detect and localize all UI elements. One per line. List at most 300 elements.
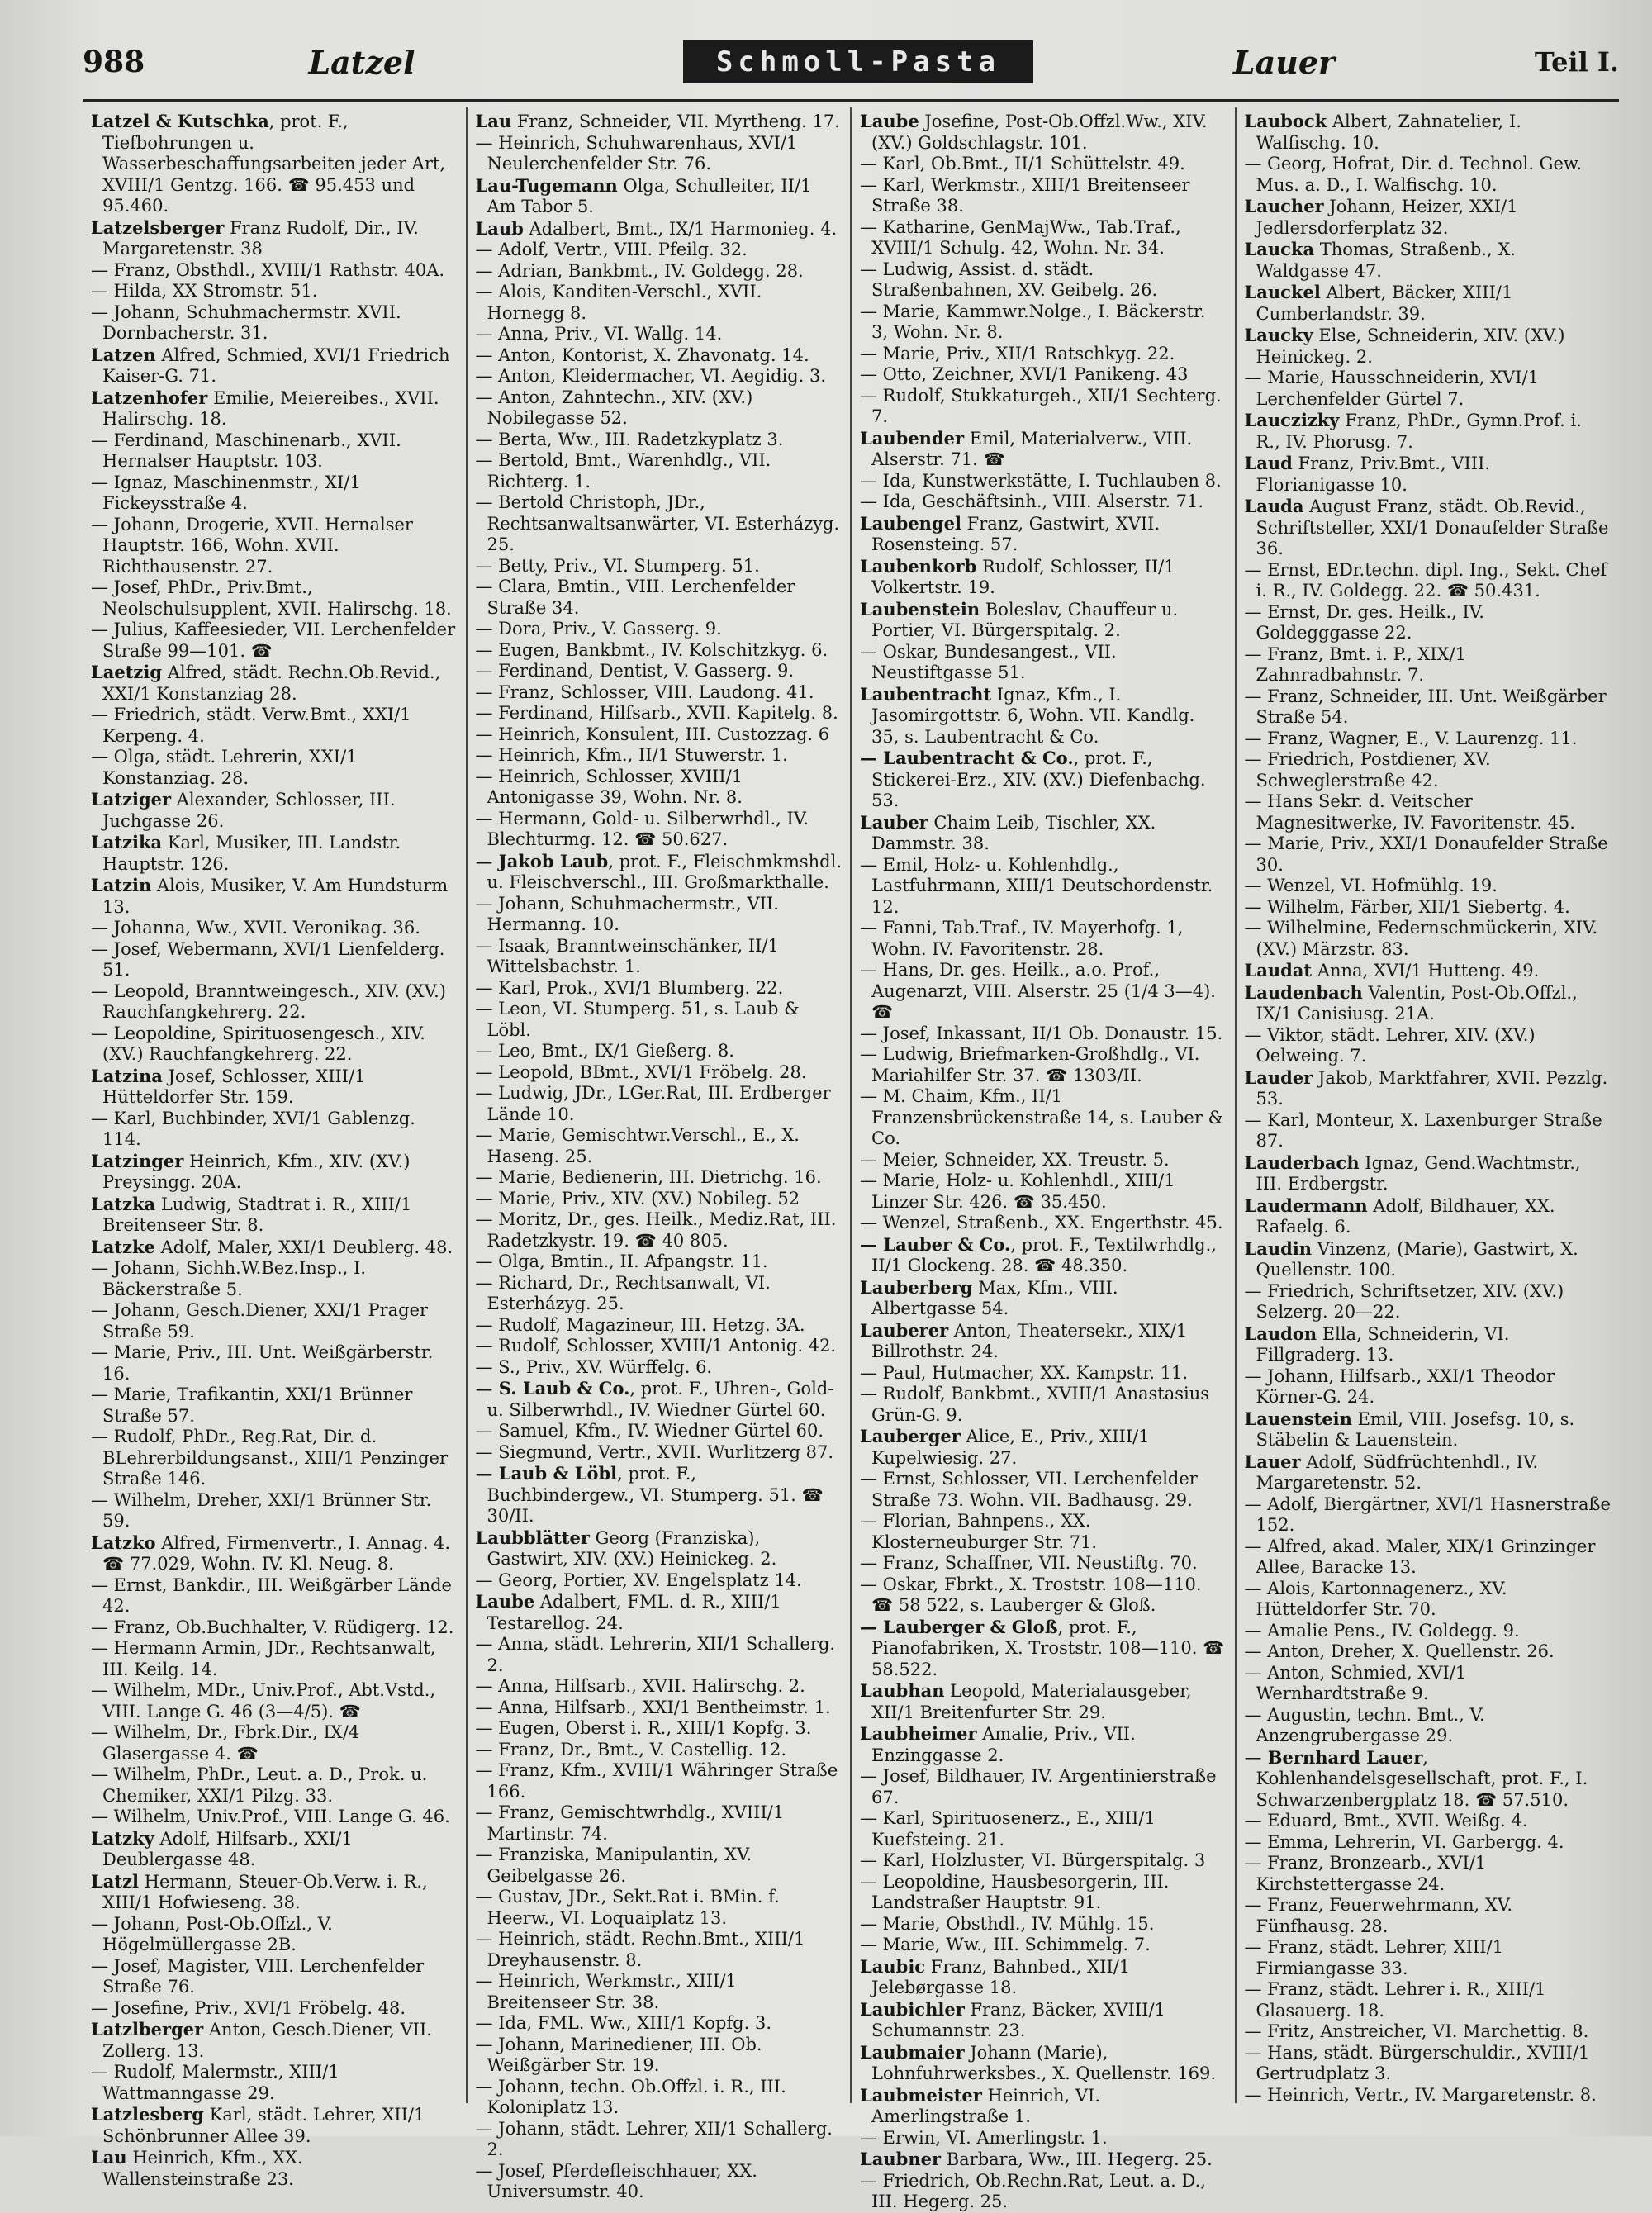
directory-entry [476,1463,843,1527]
directory-entry [1245,1641,1612,1663]
entry-surname: Laube [860,111,919,131]
column-2 [468,107,852,2201]
directory-entry [91,1066,458,1109]
directory-entry [476,324,843,345]
directory-entry [1245,1408,1612,1451]
entry-surname: Latzlberger [91,2019,204,2040]
directory-entry [91,1237,458,1259]
directory-entry [476,1760,843,1802]
entry-details: Franz, Bahnbed., XII/1 Jelebørgasse 18. [871,1956,1131,1997]
directory-entry [91,577,458,620]
entry-details: — Alfred, akad. Maler, XIX/1 Grinzinger Allee, Baracke 13. [1244,1536,1596,1577]
entry-surname: Laudat [1244,960,1313,981]
column-3 [852,107,1237,2211]
entry-surname: Laubentracht [860,683,992,705]
directory-entry [476,851,843,894]
entry-details: — Heinrich, Konsulent, III. Custozzag. 6 [475,724,830,744]
entry-details: — Rudolf, Stukkaturgeh., XII/1 Sechterg. 7. [860,385,1222,426]
directory-entry [1245,1853,1612,1895]
entry-details: Amalie, Priv., VII. Enzinggasse 2. [871,1724,1136,1765]
entry-surname: Latzel & Kutschka [91,111,269,131]
entry-details: — Heinrich, Kfm., II/1 Stuwerstr. 1. [475,745,788,765]
entry-details: Alice, E., Priv., XIII/1 Kupelwiesig. 27. [871,1427,1150,1468]
entry-details: — Marie, Holz- u. Kohlenhdl., XIII/1 Linzer Str. 426. ☎ 35.450. [860,1171,1175,1212]
directory-entry [476,450,843,492]
entry-details: — Ida, Geschäftsinh., VIII. Alserstr. 71. [860,492,1204,511]
directory-entry [476,577,843,619]
entry-details: Hermann, Steuer-Ob.Verw. i. R., XIII/1 Hofwieseng. 38. [102,1871,428,1912]
directory-entry [476,240,843,261]
directory-entry [1245,1366,1612,1408]
entry-surname: Lauderbach [1244,1152,1360,1173]
entry-details: — Siegmund, Vertr., XVII. Wurlitzerg 87. [475,1441,834,1462]
header-right-word: Lauer [1232,43,1336,81]
entry-details: — Alois, Kanditen-Verschl., XVII. Hornegg 8. [475,282,762,323]
entry-details: — Karl, Werkmstr., XIII/1 Breitenseer Straße 38. [860,174,1190,216]
directory-entry [860,1234,1227,1277]
entry-details: — Johann, städt. Lehrer, XII/1 Schallerg. 2. [475,2118,833,2159]
entry-details: — Eugen, Bankbmt., IV. Kolschitzkyg. 6. [475,639,828,660]
directory-entry [1245,410,1612,453]
entry-details: — Johann, Marinediener, III. Ob. Weißgärber Str. 19. [475,2034,762,2075]
directory-entry [91,1638,458,1680]
directory-entry [476,1845,843,1887]
directory-entry [1245,1832,1612,1854]
entry-details: — Wilhelm, PhDr., Leut. a. D., Prok. u. Chemiker, XXI/1 Pilzg. 33. [91,1764,428,1806]
directory-entry [1245,560,1612,602]
entry-details: Alfred, städt. Rechn.Ob.Revid., XXI/1 Konstanziag 28. [102,662,441,704]
entry-details: — Florian, Bahnpens., XX. Klosterneuburger Str. 71. [860,1511,1098,1552]
entry-details: Franz, Bäcker, XVIII/1 Schumannstr. 23. [871,1999,1165,2040]
entry-details: — Anna, Priv., VI. Wallg. 14. [475,324,723,344]
entry-details: Leopold, Materialausgeber, XII/1 Breitenfurter Str. 29. [871,1681,1192,1722]
directory-entry [860,492,1227,513]
entry-surname: Latzl [91,1870,139,1892]
entry-details: — Johann, Schuhmachermstr. XVII. Dornbacherstr. 31. [91,302,401,343]
directory-entry [91,387,458,430]
directory-entry [91,789,458,832]
directory-entry [476,767,843,809]
column-4 [1237,107,1620,2103]
directory-entry [860,386,1227,428]
entry-details: — Franz, städt. Lehrer i. R., XIII/1 Glasauerg. 18. [1244,1979,1546,2021]
entry-details: — Ferdinand, Hilfsarb., XVII. Kapitelg. 8. [475,703,838,723]
entry-details: — Emma, Lehrerin, VI. Garbergg. 4. [1244,1831,1564,1852]
entry-surname: Latzina [91,1065,163,1086]
entry-details: — Anton, Schmied, XVI/1 Wernhardtstraße 9. [1244,1662,1467,1703]
directory-entry [860,1384,1227,1426]
entry-details: — Marie, Kammwr.Nolge., I. Bäckerstr. 3, Wohn. Nr. 8. [860,301,1206,342]
entry-details: — Karl, Spirituosenerz., E., XIII/1 Kuefsteing. 21. [860,1808,1156,1850]
entry-details: — Marie, Priv., III. Unt. Weißgärberstr. 16. [91,1342,434,1384]
entry-details: — Emil, Holz- u. Kohlenhdlg., Lastfuhrmann, XIII/1 Deutschordenstr. 12. [860,854,1213,917]
entry-details: — Adolf, Biergärtner, XVI/1 Hasnerstraße 152. [1244,1494,1611,1535]
entry-details: — Friedrich, städt. Verw.Bmt., XXI/1 Kerpeng. 4. [91,705,411,746]
directory-entry [860,1808,1227,1850]
entry-details: , prot. F., Buchbindergew., VI. Stumperg. 51. ☎ 30/II. [487,1464,824,1526]
entry-details: — Wilhelmine, Federnschmückerin, XIV. (XV.) Märzstr. 83. [1244,918,1598,959]
entry-details: — Franz, Schneider, III. Unt. Weißgärber Straße 54. [1244,686,1607,727]
directory-entry [476,1421,843,1442]
entry-details: — Dora, Priv., V. Gasserg. 9. [475,619,722,639]
directory-entry [91,260,458,282]
directory-entry [476,133,843,175]
directory-entry [860,2128,1227,2149]
entry-details: — Eugen, Oberst i. R., XIII/1 Kopfg. 3. [475,1718,812,1738]
entry-details: — Marie, Trafikantin, XXI/1 Brünner Straße 57. [91,1384,413,1426]
entry-surname: Latzlesberg [91,2104,204,2125]
entry-details: — Leopold, Branntweingesch., XIV. (XV.) Rauchfangkehrerg. 22. [91,981,446,1022]
entry-details: — Ida, FML. Ww., XIII/1 Kopfg. 3. [475,2013,772,2033]
directory-entry [476,556,843,577]
entry-details: — Anton, Kleidermacher, VI. Aegidig. 3. [475,366,827,386]
entry-details: Olga, Schulleiter, II/1 Am Tabor 5. [487,175,812,216]
entry-details: Adolf, Südfrüchtenhdl., IV. Margaretenstr. 52. [1256,1451,1539,1493]
directory-entry [860,960,1227,1023]
entry-surname: Laubheimer [860,1723,977,1744]
entry-details: Alexander, Schlosser, III. Juchgasse 26. [102,790,396,831]
entry-surname: Laubblätter [475,1527,590,1548]
directory-entry [860,1617,1227,1681]
directory-entry [1245,1536,1612,1579]
entry-details: — Hans, städt. Bürgerschuldir., XVIII/1 Gertrudplatz 3. [1244,2042,1590,2083]
entry-surname: Lauer [1244,1451,1301,1472]
directory-entry [91,981,458,1023]
directory-entry [91,2104,458,2147]
entry-details: — Franz, Bronzearb., XVI/1 Kirchstettergasse 24. [1244,1853,1487,1894]
directory-entry [1245,1494,1612,1536]
entry-surname: Latzinger [91,1150,184,1171]
entry-details: — Wilhelm, Dreher, XXI/1 Brünner Str. 59. [91,1489,432,1531]
directory-entry [91,1427,458,1490]
directory-entry [1245,749,1612,791]
entry-surname: Laubender [860,427,965,449]
directory-entry [91,1828,458,1871]
entry-surname: Laubock [1244,111,1327,131]
directory-entry [860,364,1227,386]
directory-entry [1245,1110,1612,1152]
directory-entry [476,1591,843,1634]
entry-details: Franz, Priv.Bmt., VIII. Florianigasse 10. [1256,454,1491,495]
entry-surname: Laubmeister [860,2084,982,2106]
entry-surname: Laud [1244,453,1293,473]
entry-details: , prot. F., Pianofabriken, X. Troststr. 108—110. ☎ 58.522. [871,1617,1225,1679]
directory-entry [91,1764,458,1807]
entry-details: — Wilhelm, Färber, XII/1 Siebertg. 4. [1244,896,1570,917]
entry-details: — Heinrich, Vertr., IV. Margaretenstr. 8. [1244,2084,1597,2105]
entry-details: — Josef, PhDr., Priv.Bmt., Neolschulsupplent, XVII. Halirschg. 18. [91,577,452,619]
entry-surname: Lauczizky [1244,410,1340,430]
entry-details: Adalbert, Bmt., IX/1 Harmonieg. 4. [523,218,838,239]
entry-details: Franz, PhDr., Gymn.Prof. i. R., IV. Phorusg. 7. [1256,411,1582,452]
entry-details: — Karl, Monteur, X. Laxenburger Straße 87. [1244,1109,1602,1151]
entry-details: — Heinrich, Schuhwarenhaus, XVI/1 Neulerchenfelder Str. 76. [475,132,798,173]
directory-entry [91,1023,458,1066]
entry-details: — Oskar, Bundesangest., VII. Neustiftgasse 51. [860,641,1117,682]
directory-entry [1245,1323,1612,1366]
directory-entry [476,492,843,556]
directory-entry [1245,453,1612,496]
entry-details: — Ludwig, Assist. d. städt. Straßenbahnen, XV. Geibelg. 26. [860,259,1158,300]
entry-surname: Laubenstein [860,598,980,620]
entry-details: — Heinrich, städt. Rechn.Bmt., XIII/1 Dreyhausenstr. 8. [475,1929,805,1970]
directory-entry [476,2077,843,2119]
entry-details: — Leopold, BBmt., XVI/1 Fröbelg. 28. [475,1061,807,1082]
entry-details: — Leo, Bmt., IX/1 Gießerg. 8. [475,1041,734,1061]
directory-entry [91,662,458,705]
entry-details: — Ferdinand, Maschinenarb., XVII. Hernalser Hauptstr. 103. [91,430,401,471]
entry-details: Albert, Bäcker, XIII/1 Cumberlandstr. 39. [1256,283,1513,324]
directory-entry [860,684,1227,748]
entry-surname: Laudin [1244,1237,1313,1259]
entry-details: Georg (Franziska), Gastwirt, XIV. (XV.) Heinickeg. 2. [487,1527,777,1569]
entry-details: — Johann, Gesch.Diener, XXI/1 Prager Straße 59. [91,1300,429,1342]
entry-details: — Marie, Obsthdl., IV. Mühlg. 15. [860,1913,1155,1934]
directory-entry [1245,196,1612,239]
directory-entry [1245,1067,1612,1110]
entry-details: — Katharine, GenMajWw., Tab.Traf., XVIII/1 Schulg. 42, Wohn. Nr. 34. [860,216,1181,258]
entry-details: — Rudolf, PhDr., Reg.Rat, Dir. d. BLehrerbildungsanst., XIII/1 Penzinger Straße 146. [91,1427,449,1489]
directory-entry [476,1273,843,1315]
entry-details: Heinrich, Kfm., XIV. (XV.) Preysingg. 20A. [102,1151,411,1192]
directory-entry [476,1570,843,1592]
directory-entry [860,1680,1227,1723]
entry-details: Boleslav, Chauffeur u. Portier, VI. Bürgerspitalg. 2. [871,599,1179,640]
directory-entry [860,217,1227,259]
directory-entry [476,1740,843,1761]
entry-details: — Marie, Bedienerin, III. Dietrichg. 16. [475,1167,822,1187]
directory-entry [1245,602,1612,644]
entry-details: — Ferdinand, Dentist, V. Gasserg. 9. [475,661,795,681]
directory-entry [860,1320,1227,1363]
entry-details: — Karl, Prok., XVI/1 Blumberg. 22. [475,977,784,998]
directory-entry [860,2085,1227,2128]
directory-entry [860,1426,1227,1469]
directory-entry [91,832,458,875]
directory-entry [860,1469,1227,1511]
directory-entry [1245,1451,1612,1494]
directory-entry [1245,1152,1612,1195]
directory-entry [91,1914,458,1956]
directory-entry [91,620,458,662]
directory-entry [476,2119,843,2161]
directory-entry [91,1956,458,1998]
entry-details: Alfred, Firmenvertr., I. Annag. 4. ☎ 77.029, Wohn. IV. Kl. Neug. 8. [102,1532,451,1574]
directory-entry [91,430,458,473]
directory-entry [476,1676,843,1698]
entry-details: Heinrich, Kfm., XX. Wallensteinstraße 23. [102,2148,303,2189]
entry-details: — Viktor, städt. Lehrer, XIV. (XV.) Oelweing. 7. [1244,1024,1536,1066]
directory-entry [476,1357,843,1379]
entry-surname: Lauenstein [1244,1408,1352,1429]
entry-surname: Laubmaier [860,2041,965,2063]
directory-entry [476,1251,843,1273]
entry-surname: Latzko [91,1532,156,1553]
directory-entry [476,999,843,1041]
entry-surname: Laubenkorb [860,555,977,577]
entry-details: — Anton, Zahntechn., XIV. (XV.) Nobilegasse 52. [475,387,753,428]
directory-entry [91,1532,458,1575]
directory-entry [860,471,1227,492]
directory-entry [476,175,843,218]
entry-details: — Betty, Priv., VI. Stumperg. 51. [475,555,760,576]
entry-details: — Friedrich, Schriftsetzer, XIV. (XV.) Selzerg. 20—22. [1244,1280,1564,1322]
entry-details: — Friedrich, Ob.Rechn.Rat, Leut. a. D., III. Hegerg. 25. [860,2170,1206,2211]
entry-details: — Samuel, Kfm., IV. Wiedner Gürtel 60. [475,1421,824,1441]
directory-entry [1245,1811,1612,1832]
directory-entry [91,1300,458,1342]
entry-details: , prot. F., Fleischmkmshdl. u. Fleischverschl., III. Großmarkthalle. [487,851,843,892]
entry-surname: — Jakob Laub [475,850,609,871]
directory-entry [860,1850,1227,1872]
entry-details: — Wilhelm, Univ.Prof., VIII. Lange G. 46. [91,1807,450,1826]
column-1 [83,107,468,2189]
advertisement-banner: Schmoll-Pasta [683,40,1033,83]
entry-details: — Ernst, Dr. ges. Heilk., IV. Goldegggasse 22. [1244,601,1484,643]
directory-entry [1245,1281,1612,1323]
directory-entry [860,344,1227,365]
entry-surname: Laubic [860,1955,926,1977]
directory-entry [1245,791,1612,833]
entry-details: — Isaak, Branntweinschänker, II/1 Wittelsbachstr. 1. [475,935,779,976]
entry-details: Karl, städt. Lehrer, XII/1 Schönbrunner Allee 39. [102,2105,425,2146]
directory-entry [91,1617,458,1639]
directory-entry [476,2161,843,2203]
directory-entry [860,1150,1227,1171]
entry-details: — Berta, Ww., III. Radetzkyplatz 3. [475,429,784,449]
entry-details: Adolf, Hilfsarb., XXI/1 Deublergasse 48. [102,1828,353,1869]
directory-entry [860,428,1227,471]
entry-details: Anna, XVI/1 Hutteng. 49. [1312,961,1540,981]
directory-entry [91,939,458,981]
entry-surname: Lauber [860,811,928,833]
directory-entry [1245,918,1612,960]
entry-surname: Laubengel [860,512,961,534]
entry-details: — Meier, Schneider, XX. Treustr. 5. [860,1149,1170,1170]
directory-entry [476,809,843,851]
entry-details: Josefine, Post-Ob.Offzl.Ww., XIV. (XV.) Goldschlagstr. 101. [871,112,1208,153]
part-label: Teil I. [1534,46,1619,78]
entry-details: — Bertold, Bmt., Warenhdlg., VII. Richterg. 1. [475,450,771,492]
directory-entry [860,1999,1227,2042]
entry-details: — Johann, Schuhmachermstr., VII. Hermanng. 10. [475,893,779,934]
directory-entry [1245,111,1612,154]
directory-entry [1245,897,1612,919]
entry-surname: Lauckel [1244,282,1321,302]
entry-details: — Otto, Zeichner, XVI/1 Panikeng. 43 [860,364,1189,384]
entry-details: Ludwig, Stadtrat i. R., XIII/1 Breitenseer Str. 8. [102,1194,412,1235]
directory-entry [476,619,843,640]
entry-details: — Moritz, Dr., ges. Heilk., Mediz.Rat, III. Radetzkystr. 19. ☎ 40 805. [475,1209,837,1251]
directory-entry [1245,2021,1612,2043]
directory-entry [476,1041,843,1062]
entry-details: — Ernst, Bankdir., III. Weißgärber Lände 42. [91,1574,452,1616]
entry-details: Thomas, Straßenb., X. Waldgasse 47. [1256,240,1516,281]
entry-details: Emil, Materialverw., VIII. Alserstr. 71. ☎ [871,428,1193,469]
entry-details: — Hans, Dr. ges. Heilk., a.o. Prof., Augenarzt, VIII. Alserstr. 25 (1/4 3—4). ☎ [860,960,1216,1022]
entry-surname: Laube [475,1591,535,1612]
directory-entry [476,1062,843,1084]
header-rule [83,99,1619,102]
entry-details: — Wilhelm, MDr., Univ.Prof., Abt.Vstd., VIII. Lange G. 46 (3—4/5). ☎ [91,1680,436,1721]
directory-entry [1245,1705,1612,1747]
entry-details: — Josef, Webermann, XVI/1 Lienfelderg. 51. [91,938,445,980]
entry-details: — Ludwig, Briefmarken-Großhdlg., VI. Mariahilfer Str. 37. ☎ 1303/II. [860,1044,1200,1085]
entry-details: Franz, Schneider, VII. Myrtheng. 17. [511,112,840,131]
directory-entry [91,515,458,578]
directory-entry [476,2035,843,2077]
entry-surname: Latzin [91,875,152,895]
directory-entry [476,894,843,936]
entry-surname: Laubner [860,2149,942,2169]
directory-entry [91,1384,458,1427]
entry-details: — Franz, Gemischtwrhdlg., XVIII/1 Martinstr. 74. [475,1802,785,1844]
directory-entry [860,599,1227,642]
directory-entry [91,111,458,217]
directory-entry [91,281,458,302]
entry-details: — Ernst, EDr.techn. dipl. Ing., Sekt. Chef i. R., IV. Goldegg. 22. ☎ 50.431. [1244,559,1607,601]
directory-entry [476,1336,843,1357]
entry-details: , prot. F., Uhren-, Gold- u. Silberwrhdl., IV. Wiedner Gürtel 60. [487,1379,834,1420]
entry-surname: Laubichler [860,1998,965,2020]
entry-details: , prot. F., Tiefbohrungen u. Wasserbeschaffungsarbeiten jeder Art, XVIII/1 Gentzg. 166. ☎ 95.453 und 95.460. [102,112,445,216]
entry-details: — Heinrich, Werkmstr., XIII/1 Breitenseer Str. 38. [475,1971,737,2012]
directory-entry [476,430,843,451]
entry-surname: Laetzig [91,662,163,682]
entry-details: — Georg, Hofrat, Dir. d. Technol. Gew. Mus. a. D., I. Walfischg. 10. [1244,154,1583,195]
entry-details: Alois, Musiker, V. Am Hundsturm 13. [102,876,449,917]
entry-details: — Franz, Wagner, E., V. Laurenzg. 11. [1244,728,1578,748]
directory-entry [476,1442,843,1464]
entry-surname: Laub [475,217,524,239]
directory-entry [860,1086,1227,1150]
entry-details: — Hilda, XX Stromstr. 51. [91,281,318,301]
directory-entry [476,345,843,367]
entry-details: — Rudolf, Schlosser, XVIII/1 Antonig. 42. [475,1336,837,1356]
entry-surname: — Lauberger & Gloß [860,1616,1058,1637]
entry-details: Jakob, Marktfahrer, XVII. Pezzlg. 53. [1256,1067,1608,1109]
entry-details: — Georg, Portier, XV. Engelsplatz 14. [475,1570,802,1590]
directory-entry [91,705,458,747]
directory-entry [1245,496,1612,560]
entry-details: Franz Rudolf, Dir., IV. Margaretenstr. 38 [102,217,419,259]
entry-surname: Latzelsberger [91,216,225,238]
entry-surname: Laudenbach [1244,981,1363,1003]
directory-entry [1245,2043,1612,2085]
entry-details: — Oskar, Fbrkt., X. Troststr. 108—110. ☎ 58 522, s. Lauberger & Gloß. [860,1574,1202,1615]
entry-details: — Johann, Hilfsarb., XXI/1 Theodor Körner-G. 24. [1244,1365,1555,1407]
entry-details: — Josef, Magister, VIII. Lerchenfelder Straße 76. [91,1955,425,1997]
entry-details: — Leopoldine, Spirituosengesch., XIV. (XV.) Rauchfangkehrerg. 22. [91,1023,425,1064]
directory-entry [860,748,1227,812]
directory-entry [860,2149,1227,2171]
entry-details: — Ignaz, Maschinenmstr., XI/1 Fickeysstraße 4. [91,472,361,513]
entry-surname: Laudermann [1244,1194,1368,1216]
entry-details: Alfred, Schmied, XVI/1 Friedrich Kaiser-G. 71. [102,344,450,386]
directory-entry [91,918,458,939]
directory-entry [476,703,843,724]
entry-details: — Wilhelm, Dr., Fbrk.Dir., IX/4 Glasergasse 4. ☎ [91,1722,360,1764]
entry-surname: Laucky [1244,325,1313,345]
directory-entry [1245,1238,1612,1281]
directory-entry [91,1151,458,1194]
directory-entry [1245,1979,1612,2021]
entry-details: — Eduard, Bmt., XVII. Weißg. 4. [1244,1811,1528,1831]
entry-details: — Franz, Dr., Bmt., V. Castellig. 12. [475,1739,787,1759]
directory-entry [860,154,1227,175]
entry-details: — Paul, Hutmacher, XX. Kampstr. 11. [860,1362,1188,1383]
entry-details: — Clara, Bmtin., VIII. Lerchenfelder Straße 34. [475,577,795,618]
